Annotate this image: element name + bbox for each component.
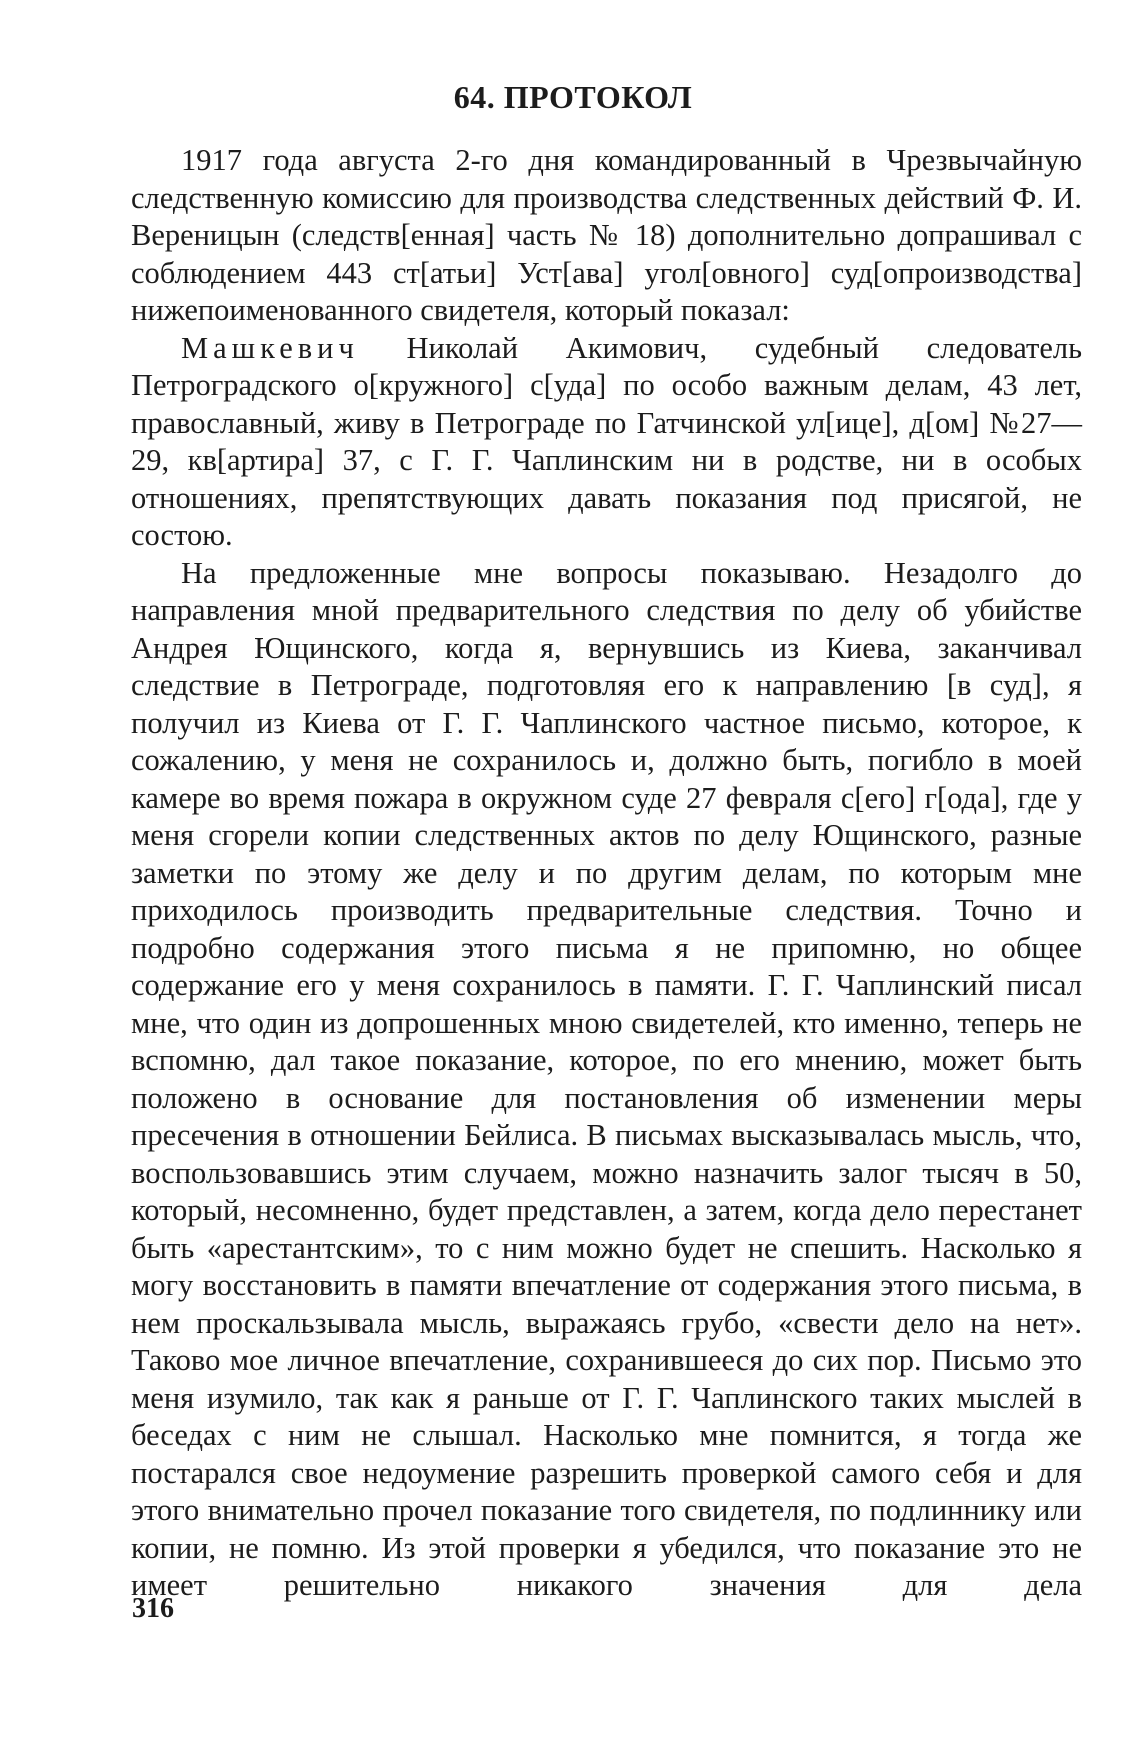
paragraph-witness — [131, 330, 1082, 555]
document-body — [131, 142, 1082, 1605]
witness-details: Николай Акимович, судебный следователь Петроградского о[кружного] с[уда] по особо важным делам, 43 лет, православный, живу в Петрограде по Гатчинской ул[ице], д[ом] №27—29, кв[артира] 37, с Г. Г. Чаплинским ни в родстве, ни в особых отношениях, препятствующих давать показания под присягой, не состою. — [131, 330, 1082, 552]
witness-surname: Машкевич — [181, 330, 359, 365]
document-title: 64. ПРОТОКОЛ — [453, 79, 693, 115]
paragraph-intro: 1917 года августа 2-го дня командированный в Чрезвычайную следственную комиссию для производства следственных действий Ф. И. Вереницын (следств[енная] часть № 18) дополнительно допрашивал с соблюдением 443 ст[атьи] Уст[ава] угол[овного] суд[опроизводства] нижепоименованного свидетеля, который показал: — [131, 143, 1082, 327]
paragraph-testimony: На предложенные мне вопросы показываю. Незадолго до направления мной предварительного следствия по делу об убийстве Андрея Ющинского, когда я, вернувшись из Киева, заканчивал следствие в Петрограде, подготовляя его к направлению [в суд], я получил из Киева от Г. Г. Чаплинского частное письмо, которое, к сожалению, у меня не сохранилось и, должно быть, погибло в моей камере во время пожара в окружном суде 27 февраля с[его] г[ода], где у меня сгорели копии следственных актов по делу Ющинского, разные заметки по этому же делу и по другим делам, по которым мне приходилось производить предварительные следствия. Точно и подробно содержания этого письма я не припомню, но общее содержание его у меня сохранилось в памяти. Г. Г. Чаплинский писал мне, что один из допрошенных мною свидетелей, кто именно, теперь не вспомню, дал такое показание, которое, по его мнению, может быть положено в основание для постановления об изменении меры пресечения в отношении Бейлиса. В письмах высказывалась мысль, что, воспользовавшись этим случаем, можно назначить залог тысяч в 50, который, несомненно, будет представлен, а затем, когда дело перестанет быть «арестантским», то с ним можно будет не спешить. Насколько я могу восстановить в памяти впечатление от содержания этого письма, в нем проскальзывала мысль, выражаясь грубо, «свести дело на нет». Таково мое личное впечатление, сохранившееся до сих пор. Письмо это меня изумило, так как я раньше от Г. Г. Чаплинского таких мыслей в беседах с ним не слышал. Насколько мне помнится, я тогда же постарался свое недоумение разрешить проверкой самого себя и для этого внимательно прочел показание того свидетеля, по подлиннику или копии, не помню. Из этой проверки я убедился, что показание это не имеет решительно никакого значения для дела — [131, 555, 1082, 1602]
page-number: 316 — [132, 1593, 174, 1624]
